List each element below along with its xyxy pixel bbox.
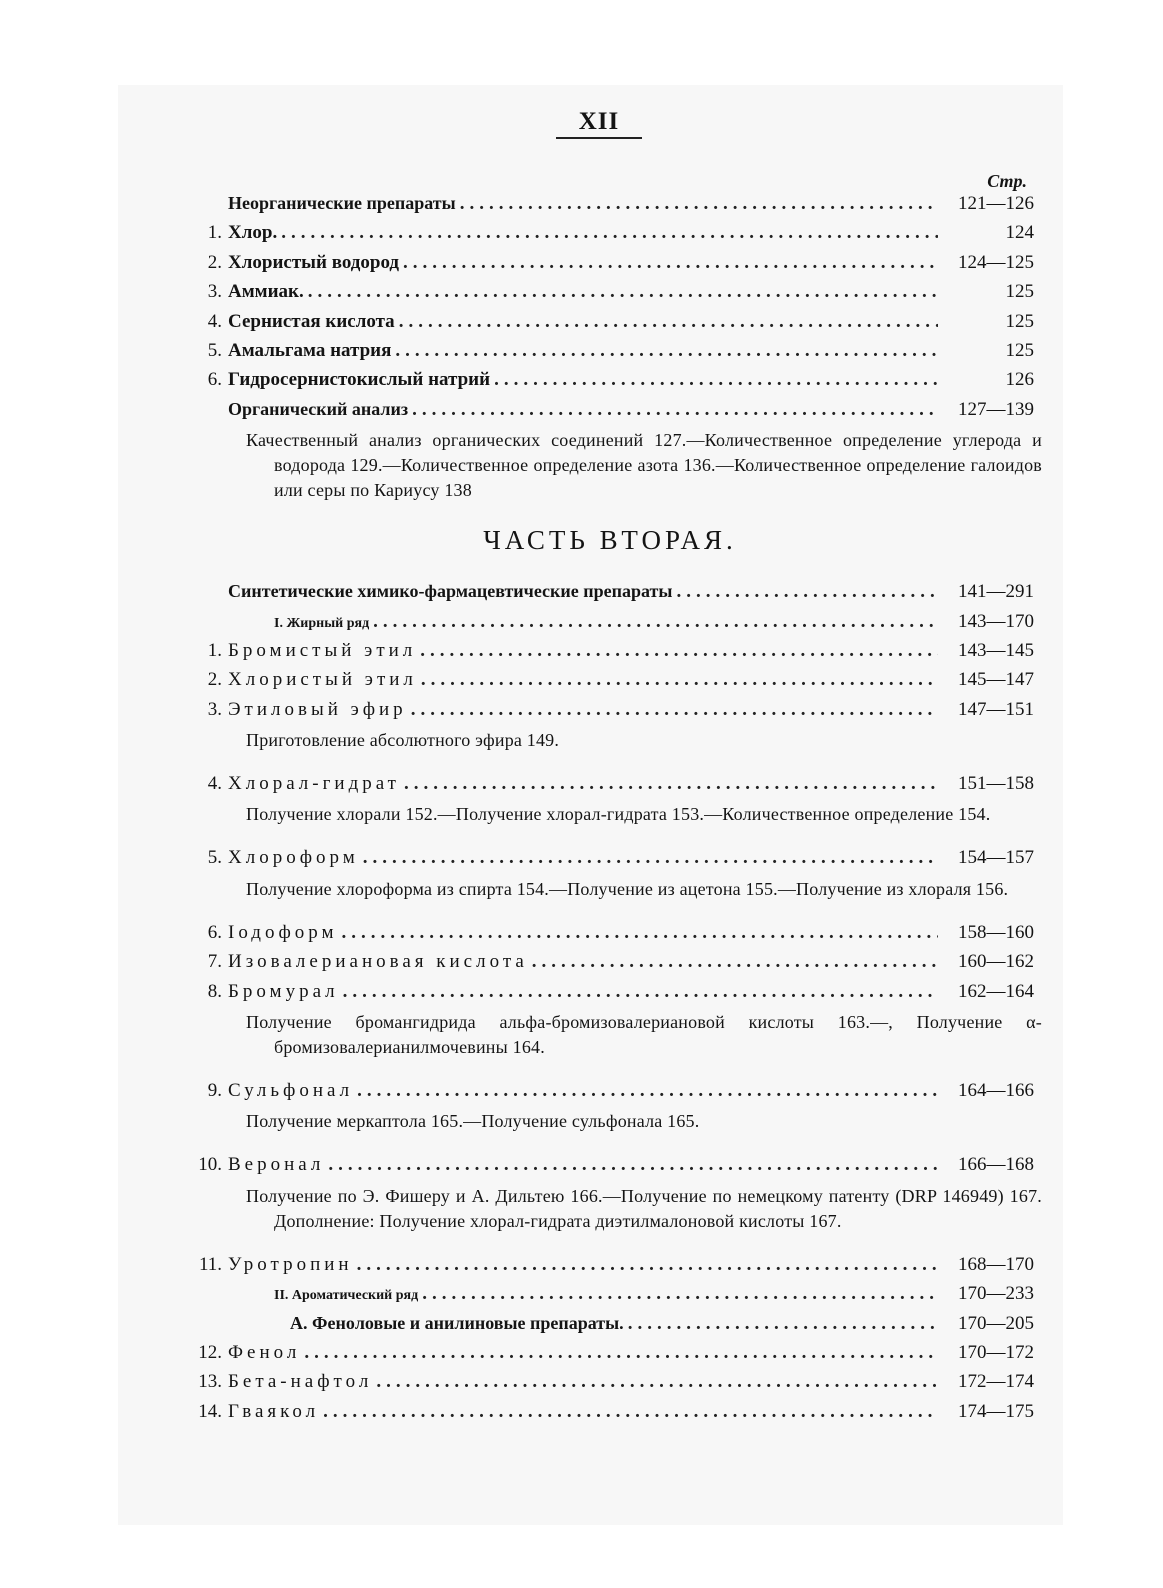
dot-leader xyxy=(399,311,938,333)
toc-entry xyxy=(186,773,1034,802)
entry-number: 8. xyxy=(207,980,222,1002)
entry-number: 11. xyxy=(198,1253,222,1275)
entry-pages: 126 xyxy=(1005,369,1034,391)
page-number: XII xyxy=(556,108,642,139)
entry-title: Хлор. xyxy=(228,222,278,244)
page-column-header: Стр. xyxy=(987,171,1027,191)
entry-pages: 124 xyxy=(1005,222,1034,244)
entry-pages: 172—174 xyxy=(958,1371,1034,1393)
dot-leader xyxy=(628,1313,938,1335)
entry-title: Хлористый этил xyxy=(228,669,417,691)
toc-entry xyxy=(186,311,1034,340)
toc-note: Приготовление абсолютного эфира 149. xyxy=(246,730,560,751)
entry-number: 13. xyxy=(198,1371,222,1393)
toc-entry xyxy=(186,847,1034,876)
entry-pages: 151—158 xyxy=(958,773,1034,795)
entry-title: Неорганические препараты xyxy=(228,193,456,213)
entry-pages: 125 xyxy=(1005,310,1034,332)
entry-pages: 162—164 xyxy=(958,980,1034,1002)
toc-note: Получение хлорали 152.—Получение хлорал-гидрата 153.—Количественное определение 154. xyxy=(246,804,991,825)
entry-title: Изовалериановая кислота xyxy=(228,951,528,973)
entry-pages: 168—170 xyxy=(958,1253,1034,1275)
entry-pages: 124—125 xyxy=(958,251,1034,273)
toc-entry xyxy=(186,281,1034,310)
dot-leader xyxy=(411,699,938,721)
entry-title: Амальгама натрия xyxy=(228,339,392,361)
entry-title: Хлористый водород xyxy=(228,251,400,273)
entry-pages: 141—291 xyxy=(958,581,1034,603)
toc-entry xyxy=(186,611,1034,640)
entry-pages: 160—162 xyxy=(958,951,1034,973)
entry-number: 3. xyxy=(207,281,222,303)
toc-entry xyxy=(186,252,1034,281)
dot-leader xyxy=(363,847,938,869)
entry-pages: 170—205 xyxy=(958,1312,1034,1334)
toc-entry xyxy=(186,699,1034,728)
dot-leader xyxy=(308,281,938,303)
toc-entry xyxy=(186,1283,1034,1312)
entry-title: Бромистый этил xyxy=(228,639,417,661)
entry-title: Аммиак. xyxy=(228,281,304,303)
dot-leader xyxy=(281,222,938,244)
entry-pages: 121—126 xyxy=(958,193,1034,214)
entry-pages: 125 xyxy=(1005,339,1034,361)
entry-number: 1. xyxy=(207,639,222,661)
entry-number: 3. xyxy=(207,698,222,720)
entry-title: Хлорал-гидрат xyxy=(228,773,400,795)
dot-leader xyxy=(422,1283,938,1305)
dot-leader xyxy=(421,669,938,691)
dot-leader xyxy=(420,640,938,662)
toc-entry xyxy=(186,1154,1034,1183)
entry-pages: 145—147 xyxy=(958,669,1034,691)
entry-title: Сернистая кислота xyxy=(228,310,395,332)
toc-entry xyxy=(186,1313,1034,1342)
entry-pages: 147—151 xyxy=(958,698,1034,720)
entry-title: Іодоформ xyxy=(228,921,338,943)
entry-pages: 170—172 xyxy=(958,1341,1034,1363)
entry-pages: 170—233 xyxy=(958,1283,1034,1305)
part-title: ЧАСТЬ ВТОРАЯ. xyxy=(483,525,737,556)
section-inorganic xyxy=(186,193,1034,428)
toc-entry xyxy=(186,1254,1034,1283)
dot-leader xyxy=(376,1371,938,1393)
entry-number: 12. xyxy=(198,1341,222,1363)
entry-title: Бета-нафтол xyxy=(228,1371,373,1393)
entry-number: 9. xyxy=(207,1080,222,1102)
toc-entry xyxy=(186,922,1034,951)
entry-pages: 164—166 xyxy=(958,1080,1034,1102)
entry-title: I. Жирный ряд xyxy=(274,615,370,631)
toc-entry xyxy=(186,1080,1034,1109)
dot-leader xyxy=(460,193,938,215)
toc-entry xyxy=(186,581,1034,610)
dot-leader xyxy=(403,252,938,274)
entry-number: 6. xyxy=(207,369,222,391)
entry-title: Веронал xyxy=(228,1154,325,1176)
dot-leader xyxy=(328,1154,938,1176)
toc-entry xyxy=(186,399,1034,428)
toc-entry xyxy=(186,1401,1034,1430)
toc-entry xyxy=(186,340,1034,369)
entry-title: Органический анализ xyxy=(228,398,409,419)
dot-leader xyxy=(494,369,938,391)
entry-title: А. Фенoловые и анилиновые препараты. xyxy=(290,1312,624,1333)
dot-leader xyxy=(395,340,938,362)
dot-leader xyxy=(304,1342,938,1364)
dot-leader xyxy=(342,922,939,944)
toc-entry xyxy=(186,222,1034,251)
entry-title: Синтетические химико-фармацевтические препараты xyxy=(228,581,673,602)
entry-pages: 154—157 xyxy=(958,847,1034,869)
entry-number: 14. xyxy=(198,1400,222,1422)
dot-leader xyxy=(323,1401,938,1423)
entry-pages: 143—170 xyxy=(958,610,1034,632)
dot-leader xyxy=(412,399,938,421)
entry-number: 2. xyxy=(207,251,222,273)
toc-entry xyxy=(186,640,1034,669)
dot-leader xyxy=(343,981,938,1003)
toc-note: Получение меркаптола 165.—Получение сульфонала 165. xyxy=(246,1111,700,1132)
table-of-contents xyxy=(186,102,1042,1430)
dot-leader xyxy=(532,951,938,973)
dot-leader xyxy=(404,773,938,795)
dot-leader xyxy=(676,581,938,603)
entry-pages: 143—145 xyxy=(958,639,1034,661)
entry-title: Бромурал xyxy=(228,980,339,1002)
toc-entry xyxy=(186,193,1034,222)
entry-title: II. Ароматический ряд xyxy=(274,1288,419,1304)
entry-title: Гидросернистокислый натрий xyxy=(228,369,491,391)
toc-note: Качественный анализ органических соединений 127.—Количественное определение углерода и водорода 129.—Количественное определение азота 136.—Количественное определение галоидов или серы по Кариусу 138 xyxy=(246,430,1042,501)
entry-title: Гваякол xyxy=(228,1400,320,1422)
entry-number: 5. xyxy=(207,847,222,869)
entry-number: 7. xyxy=(207,951,222,973)
dot-leader xyxy=(373,611,938,633)
toc-entry xyxy=(186,669,1034,698)
toc-note: Получение по Э. Фишеру и А. Дильтею 166.—Получение по немецкому патенту (DRP 146949) 167. Дополнение: Получение хлорал-гидрата диэтилмалоновой кислоты 167. xyxy=(246,1185,1042,1231)
dot-leader xyxy=(357,1254,938,1276)
entry-title: Этиловый эфир xyxy=(228,698,407,720)
toc-entry xyxy=(186,1342,1034,1371)
section-synthetic xyxy=(186,581,1042,1430)
entry-title: Уротропин xyxy=(228,1253,353,1275)
toc-note: Получение бромангидрида альфа-бромизовалериановой кислоты 163.—, Получение α-бромизовалерианилмочевины 164. xyxy=(246,1012,1042,1058)
entry-number: 2. xyxy=(207,669,222,691)
entry-title: Фенол xyxy=(228,1341,301,1363)
entry-number: 4. xyxy=(207,773,222,795)
entry-pages: 127—139 xyxy=(958,398,1034,420)
entry-number: 5. xyxy=(207,339,222,361)
entry-number: 4. xyxy=(207,310,222,332)
entry-pages: 158—160 xyxy=(958,921,1034,943)
entry-pages: 166—168 xyxy=(958,1154,1034,1176)
toc-note: Получение хлороформа из спирта 154.—Получение из ацетона 155.—Получение из хлораля 156. xyxy=(246,878,1009,899)
entry-pages: 125 xyxy=(1005,281,1034,303)
toc-entry xyxy=(186,951,1034,980)
entry-number: 1. xyxy=(207,222,222,244)
entry-pages: 174—175 xyxy=(958,1400,1034,1422)
toc-entry xyxy=(186,981,1034,1010)
entry-number: 6. xyxy=(207,921,222,943)
entry-number: 10. xyxy=(198,1154,222,1176)
toc-entry xyxy=(186,1371,1034,1400)
toc-entry xyxy=(186,369,1034,398)
dot-leader xyxy=(357,1080,938,1102)
entry-title: Хлороформ xyxy=(228,847,359,869)
entry-title: Сульфонал xyxy=(228,1080,354,1102)
